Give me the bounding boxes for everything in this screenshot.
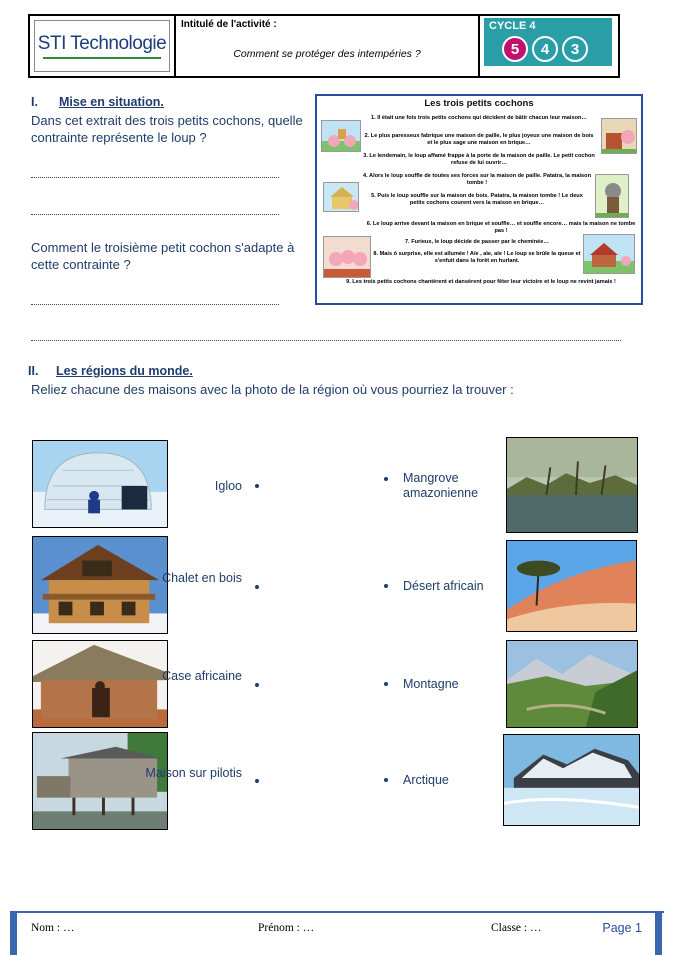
level-4-badge: 4	[532, 36, 558, 62]
case-africaine-photo	[32, 640, 168, 728]
house-label-igloo: Igloo	[214, 479, 242, 493]
section2-instruction: Reliez chacune des maisons avec la photo de la région où vous pourriez la trouver :	[31, 382, 514, 397]
story-excerpt	[315, 94, 643, 305]
house-label-pilotis: Maison sur pilotis	[145, 766, 242, 780]
level-5-badge: 5	[502, 36, 528, 62]
story-line-7: 7. Furieux, le loup décide de passer par le cheminée…	[405, 239, 549, 245]
story-line-8: 8. Mais ô surprise, elle est allumée ! Aïe , aïe, aïe ! Le loup se brûle la queue et s'enfuit dans la forêt en hurlant.	[373, 251, 581, 264]
question-1: Dans cet extrait des trois petits cochons, quelle contrainte représente le loup ?	[31, 113, 303, 145]
answer-line-4[interactable]	[31, 340, 621, 341]
match-point-desert[interactable]	[384, 584, 388, 588]
section2-title: Les régions du monde.	[56, 364, 193, 378]
section1-number: I.	[31, 95, 38, 109]
house-label-chalet: Chalet en bois	[162, 571, 242, 585]
story-illustration-2	[601, 118, 637, 154]
arctique-photo	[503, 734, 640, 826]
section1-title: Mise en situation.	[59, 95, 164, 109]
footer-prenom[interactable]: Prénom : …	[258, 922, 315, 934]
story-line-1: 1. Il était une fois trois petits cochons qui décident de bâtir chacun leur maison…	[370, 115, 588, 121]
cycle-levels	[502, 36, 588, 62]
story-illustration-3	[323, 182, 359, 212]
page-number: Page 1	[602, 921, 642, 935]
story-line-6: 6. Le loup arrive devant la maison en brique et souffle… et souffle encore… mais la maison ne tombe pas !	[366, 221, 636, 234]
activity-title: Comment se protéger des intempéries ?	[233, 48, 421, 60]
answer-line-1[interactable]	[31, 177, 279, 178]
cycle-cell	[480, 16, 618, 76]
logo	[34, 20, 170, 72]
section1-heading	[31, 95, 164, 109]
story-illustration-4	[595, 174, 629, 218]
montagne-photo	[506, 640, 638, 728]
region-label-montagne: Montagne	[403, 677, 459, 691]
activity-header	[28, 14, 620, 78]
match-point-mangrove[interactable]	[384, 477, 388, 481]
match-point-montagne[interactable]	[384, 682, 388, 686]
match-point-pilotis[interactable]	[255, 779, 259, 783]
story-line-9: 9. Les trois petits cochons chantèrent et dansèrent pour fêter leur victoire et le loup ne revint jamais !	[346, 279, 616, 285]
match-point-case[interactable]	[255, 683, 259, 687]
match-point-arctique[interactable]	[384, 778, 388, 782]
story-title: Les trois petits cochons	[424, 98, 534, 109]
maison-pilotis-photo	[32, 732, 168, 830]
desert-photo	[506, 540, 637, 632]
logo-cell	[30, 16, 176, 76]
story-line-5: 5. Puis le loup souffle sur la maison de bois. Patatra, la maison tombe ! Le deux petits cochons courent vers la maison en brique…	[371, 193, 583, 206]
activity-title-label: Intitulé de l'activité :	[181, 19, 277, 30]
footer-right-bar	[655, 911, 662, 955]
logo-text: STI Technologie	[37, 33, 167, 54]
answer-line-2[interactable]	[31, 214, 279, 215]
region-label-arctique: Arctique	[403, 773, 449, 787]
match-point-igloo[interactable]	[255, 484, 259, 488]
level-3-badge: 3	[562, 36, 588, 62]
mangrove-photo	[506, 437, 638, 533]
cycle-badge	[484, 18, 612, 66]
footer-nom[interactable]: Nom : …	[31, 922, 75, 934]
story-line-3: 3. Le lendemain, le loup affamé frappe à la porte de la maison de paille. Le petit cochon refuse de lui ouvrir…	[363, 153, 595, 166]
story-line-2: 2. Le plus paresseux fabrique une maison de paille, le plus joyeux une maison de bois et le plus sage une maison en brique…	[364, 133, 594, 146]
footer-rule	[10, 911, 664, 913]
section2-number: II.	[28, 364, 39, 378]
match-point-chalet[interactable]	[255, 585, 259, 589]
question-2: Comment le troisième petit cochon s'adapte à cette contrainte ?	[31, 240, 295, 272]
title-cell	[176, 16, 480, 76]
answer-line-3[interactable]	[31, 304, 279, 305]
region-label-desert: Désert africain	[403, 579, 484, 593]
footer-classe[interactable]: Classe : …	[491, 922, 542, 934]
story-illustration-5	[323, 236, 371, 278]
section2-heading	[28, 364, 193, 378]
cycle-label: CYCLE 4	[489, 20, 536, 32]
logo-underline	[43, 57, 161, 59]
house-label-case: Case africaine	[162, 669, 242, 683]
footer-left-bar	[10, 911, 17, 955]
story-illustration-1	[321, 120, 361, 152]
region-label-mangrove: Mangrove amazonienne	[403, 471, 479, 500]
story-illustration-6	[583, 234, 635, 274]
story-line-4: 4. Alors le loup souffle de toutes ses forces sur la maison de paille. Patatra, la maison tombe !	[363, 173, 591, 186]
